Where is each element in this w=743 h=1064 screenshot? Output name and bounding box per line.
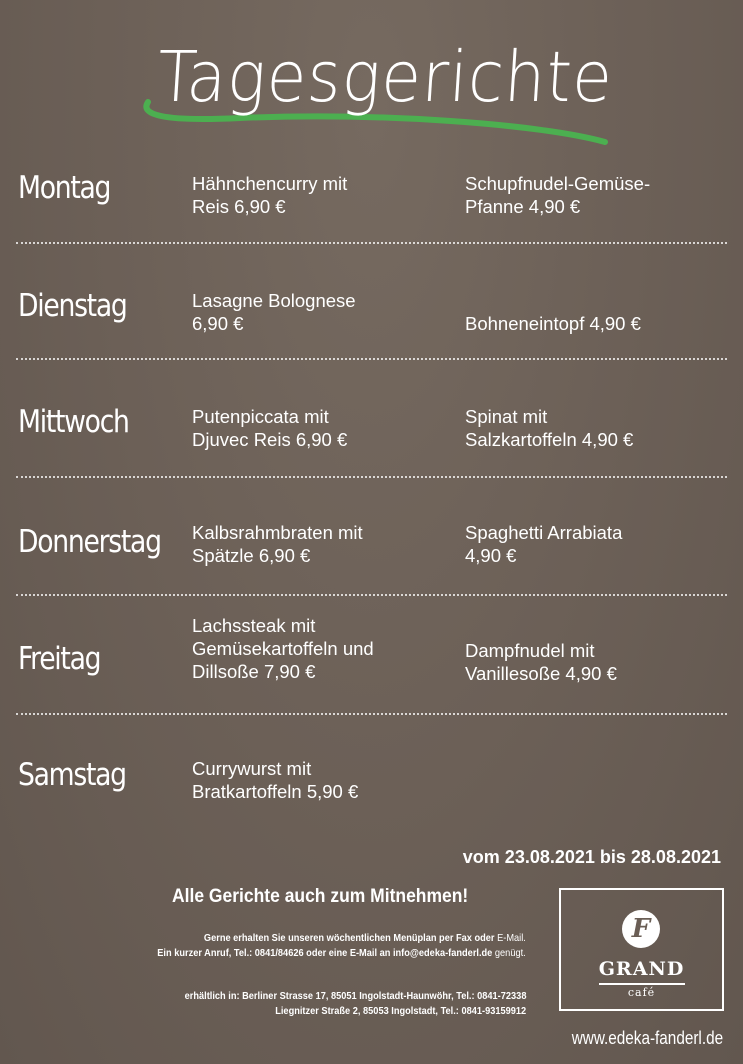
day-name: Mittwoch bbox=[18, 404, 129, 440]
day-name: Montag bbox=[18, 170, 111, 206]
logo-name: GRAND bbox=[598, 958, 685, 980]
dish-main: Hähnchencurry mit Reis 6,90 € bbox=[192, 173, 348, 217]
website-link[interactable]: www.edeka-fanderl.de bbox=[571, 1028, 723, 1048]
dotted-separator bbox=[16, 358, 727, 360]
dotted-separator bbox=[16, 594, 727, 596]
date-range: vom 23.08.2021 bis 28.08.2021 bbox=[462, 847, 721, 867]
logo-subtitle: café bbox=[627, 986, 656, 999]
dish-alternative: Dampfnudel mit Vanillesoße 4,90 € bbox=[465, 640, 617, 684]
dish-alternative: Spinat mit Salzkartoffeln 4,90 € bbox=[465, 406, 634, 450]
dotted-separator bbox=[16, 242, 727, 244]
info-text: Ein kurzer Anruf, Tel.: 0841/84626 oder eine E-Mail an bbox=[157, 947, 394, 959]
info-line-1 bbox=[204, 932, 526, 944]
dish-alternative: Bohneneintopf 4,90 € bbox=[465, 313, 641, 334]
dish-main: Kalbsrahmbraten mit Spätzle 6,90 € bbox=[192, 522, 363, 566]
logo-divider bbox=[599, 983, 685, 985]
dish-main: Lasagne Bolognese 6,90 € bbox=[192, 290, 356, 334]
menu-title-block bbox=[120, 14, 640, 154]
takeaway-notice: Alle Gerichte auch zum Mitnehmen! bbox=[172, 886, 469, 907]
dish-main: Currywurst mit Bratkartoffeln 5,90 € bbox=[192, 758, 359, 802]
dish-main: Putenpiccata mit Djuvec Reis 6,90 € bbox=[192, 406, 348, 450]
dotted-separator bbox=[16, 476, 727, 478]
day-name: Samstag bbox=[18, 757, 126, 793]
info-line-2 bbox=[158, 947, 526, 959]
address-line-1: erhältlich in: Berliner Strasse 17, 85051 Ingolstadt-Haunwöhr, Tel.: 0841-72338 bbox=[184, 990, 526, 1002]
info-text-email-word: E-Mail. bbox=[497, 932, 526, 944]
day-name: Dienstag bbox=[18, 288, 127, 324]
day-name: Donnerstag bbox=[18, 524, 161, 560]
address-line-2: Liegnitzer Straße 2, 85053 Ingolstadt, Tel.: 0841-93159912 bbox=[275, 1005, 526, 1017]
day-name: Freitag bbox=[18, 641, 101, 677]
info-text: Gerne erhalten Sie unseren wöchentlichen Menüplan per Fax oder bbox=[204, 932, 498, 944]
dish-main: Lachssteak mit Gemüsekartoffeln und Dillsoße 7,90 € bbox=[192, 615, 374, 682]
dish-alternative: Schupfnudel-Gemüse- Pfanne 4,90 € bbox=[465, 173, 651, 217]
dotted-separator bbox=[16, 713, 727, 715]
grand-cafe-logo bbox=[559, 888, 724, 1011]
info-text-suffix: genügt. bbox=[492, 947, 526, 959]
dish-alternative: Spaghetti Arrabiata 4,90 € bbox=[465, 522, 623, 566]
page-title: Tagesgerichte bbox=[154, 36, 616, 118]
email-link[interactable]: info@edeka-fanderl.de bbox=[393, 947, 493, 959]
logo-letter-badge: F bbox=[622, 910, 660, 948]
